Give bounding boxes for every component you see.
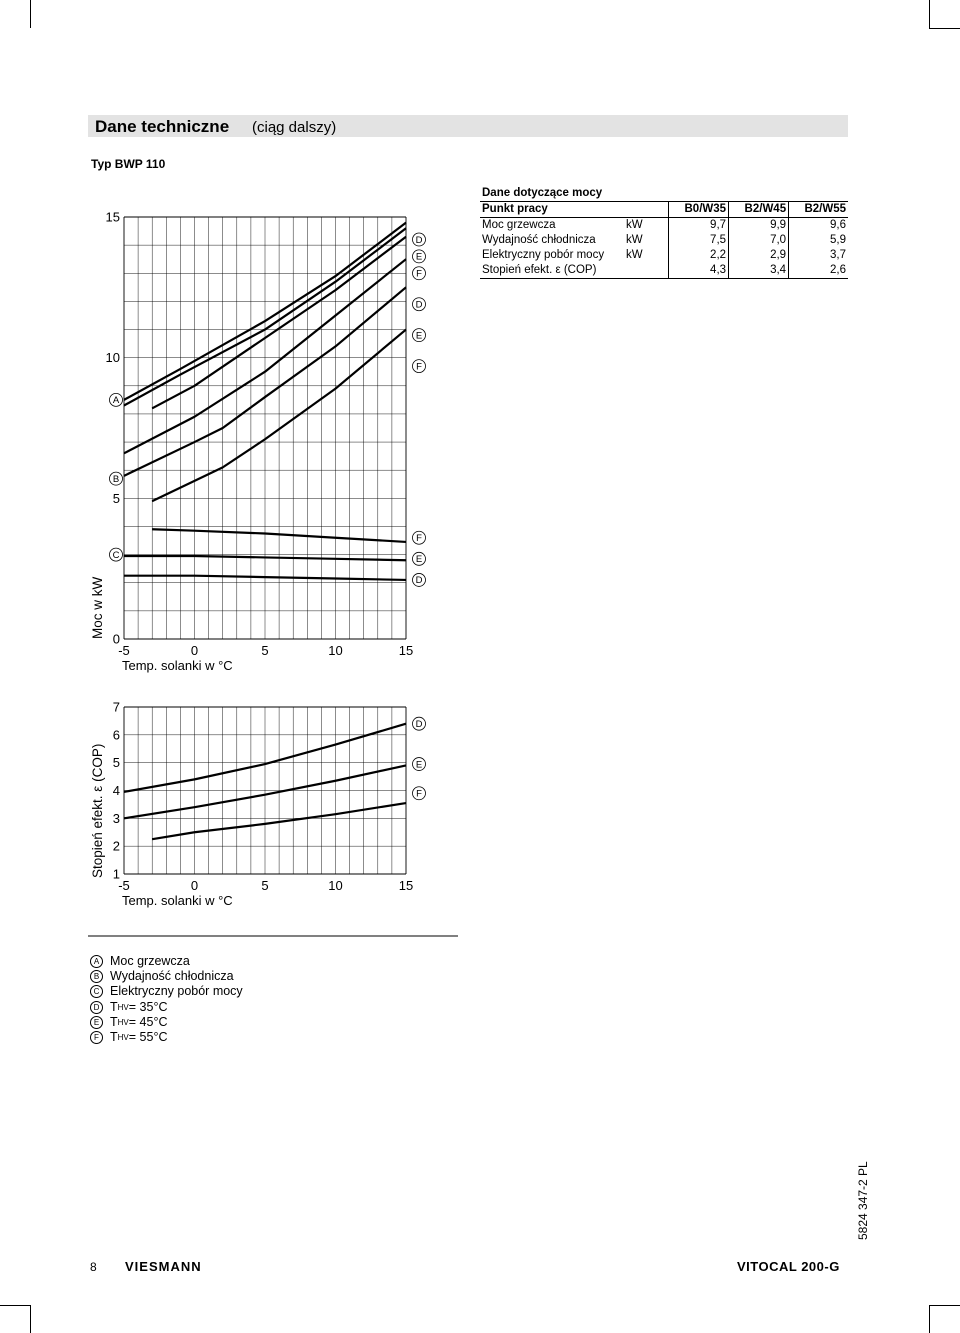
series-label-d: D [415,719,423,730]
table-cell: 7,5 [669,233,729,248]
table-cell: 7,0 [729,233,789,248]
power-chart [80,195,460,685]
table-header-cell [624,202,669,218]
x-tick-label: 15 [398,878,414,893]
table-cell: 2,6 [789,263,848,279]
legend-text: = 55°C [128,1029,168,1044]
series-label-d: D [415,234,423,246]
table-cell: 9,6 [789,218,848,234]
crop-mark [929,28,960,29]
legend-text: Moc grzewcza [110,954,190,968]
table-cell: 3,4 [729,263,789,279]
crop-mark [929,0,930,28]
y-tick-label: 7 [112,699,120,715]
table-header-cell: Punkt pracy [480,202,624,218]
type-label: Typ BWP 110 [91,157,166,171]
table-header-cell: B2/W55 [789,202,848,218]
table-header-cell: B2/W45 [729,202,789,218]
x-tick-label: 10 [328,878,343,893]
table-cell: 9,9 [729,218,789,234]
legend-marker: D [90,1001,103,1014]
y-tick-label: 2 [112,838,120,854]
x-tick-label: 0 [190,878,199,893]
document-id: 5824 347-2 PL [856,1161,870,1240]
table-cell: Wydajność chłodnicza [482,234,596,246]
legend-item [90,1015,243,1030]
y-tick-label: 5 [112,490,120,506]
legend-marker: B [90,970,103,983]
series-label-e: E [415,554,423,566]
table-cell: 9,7 [669,218,729,234]
y-tick-label: 4 [112,783,120,798]
table-cell: kW [626,234,643,246]
y-tick-label: 0 [112,631,120,647]
x-tick-label: 5 [261,878,269,893]
table-header-row [480,202,848,218]
legend-marker: F [90,1031,103,1044]
table-cell: kW [626,219,643,231]
y-axis-label: Moc w kW [90,576,105,639]
table-row [480,218,848,234]
group-label-c: C [112,549,120,561]
legend-text: Wydajność chłodnicza [110,969,234,984]
crop-mark [929,1305,960,1306]
page-title: Dane techniczne [95,117,230,136]
group-label-b: B [112,473,120,485]
series-label-f: F [416,788,422,800]
series-label-d: D [415,575,423,587]
legend-text: T [110,1014,118,1029]
y-tick-label: 1 [112,866,120,882]
crop-mark [30,0,31,28]
y-tick-label: 3 [112,810,120,826]
table-cell: 2,2 [669,248,729,263]
legend-item [90,984,243,999]
x-tick-label: 10 [328,643,343,658]
legend-marker: A [90,955,103,968]
performance-table [480,186,848,279]
crop-mark [929,1305,930,1333]
y-tick-label: 6 [112,727,120,743]
legend-item [90,954,243,969]
legend-subscript: HV [117,1002,129,1012]
x-tick-label: 15 [398,643,414,658]
legend-item [90,1030,243,1045]
legend-text: = 35°C [128,999,168,1014]
legend-text: = 45°C [128,1014,168,1029]
legend-marker: E [90,1016,103,1029]
x-tick-label: -5 [118,643,130,658]
table-cell: 4,3 [669,263,729,279]
y-tick-label: 15 [105,209,120,225]
legend-text: Elektryczny pobór mocy [110,984,243,999]
series-label-e: E [415,759,423,771]
x-tick-label: 5 [261,643,269,658]
legend [90,954,243,1045]
group-label-a: A [112,395,120,407]
table-row [480,248,848,263]
crop-mark [0,1305,30,1306]
legend-subscript: HV [117,1032,129,1042]
table-cell: 2,9 [729,248,789,263]
x-tick-label: -5 [118,878,130,893]
table-caption: Dane dotyczące mocy [482,187,603,199]
legend-text: T [110,1029,118,1044]
crop-mark [30,1305,31,1333]
x-tick-label: 0 [190,643,199,658]
series-label-d: D [415,299,423,311]
table-cell: Moc grzewcza [482,219,556,231]
series-label-f: F [416,361,422,373]
table-row [480,263,848,279]
table-cell: 5,9 [789,233,848,248]
table-row [480,233,848,248]
y-tick-label: 5 [112,755,120,771]
legend-item [90,1000,243,1015]
table-cell: Elektryczny pobór mocy [482,249,605,261]
legend-subscript: HV [117,1017,129,1027]
y-axis-label: Stopień efekt. ε (COP) [90,743,105,878]
table-cell: 3,7 [789,248,848,263]
page-subtitle: (ciąg dalszy) [252,119,337,136]
table-header-cell: B0/W35 [669,202,729,218]
page-number: 8 [90,1260,97,1274]
x-axis-label: Temp. solanki w °C [122,658,233,673]
table-cell [624,263,669,279]
y-tick-label: 10 [105,350,120,366]
series-label-e: E [415,330,423,342]
series-label-e: E [415,251,423,263]
table-cell: Stopień efekt. ε (COP) [480,263,624,279]
cop-chart [80,690,460,940]
table-cell: kW [626,249,643,261]
legend-marker: C [90,985,103,998]
product-name: VITOCAL 200-G [737,1259,840,1274]
x-axis-label: Temp. solanki w °C [122,893,233,908]
brand-logo: VIESMANN [125,1259,202,1274]
legend-item [90,969,243,984]
series-label-f: F [416,268,422,280]
series-label-f: F [416,533,422,545]
legend-text: T [110,999,118,1014]
